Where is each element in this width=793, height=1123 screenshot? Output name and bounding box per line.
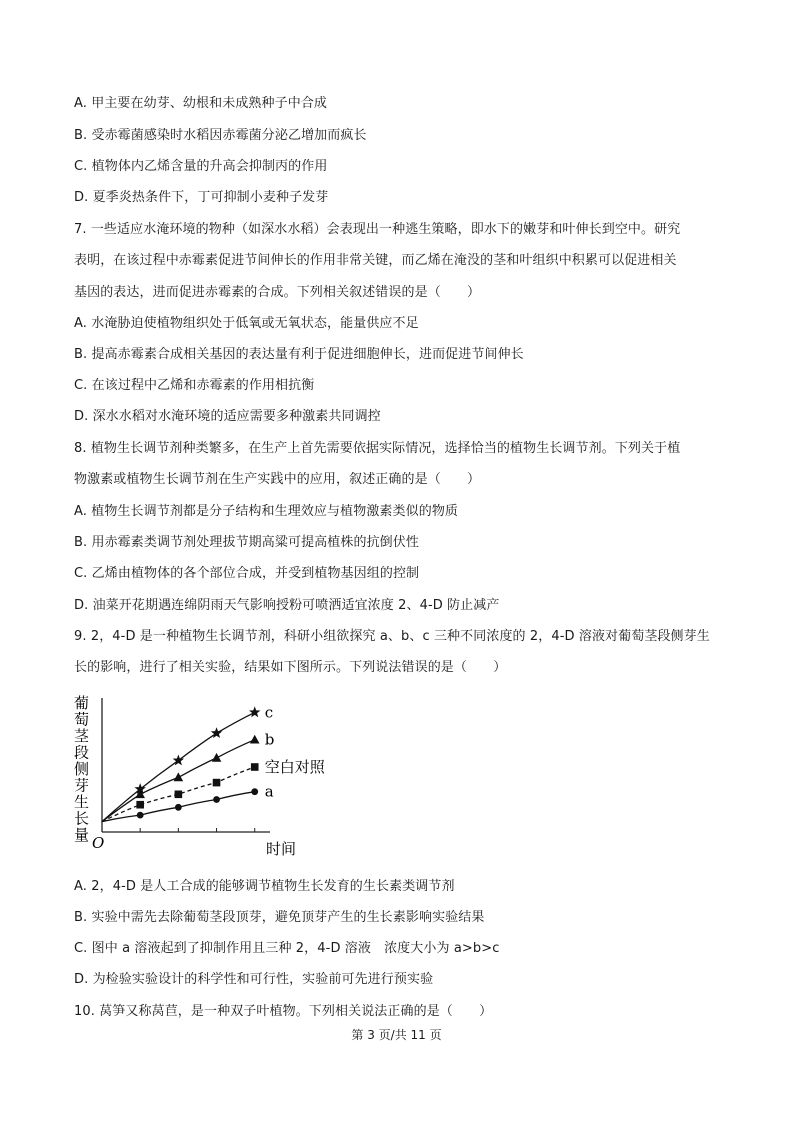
- q8-option-c: C. 乙烯由植物体的各个部位合成，并受到植物基因组的控制: [74, 566, 420, 581]
- q6-option-d: D. 夏季炎热条件下，丁可抑制小麦种子发芽: [74, 190, 329, 205]
- series-control: [102, 758, 326, 822]
- data-point-triangle: [174, 772, 184, 781]
- q8-stem-line-1: 8. 植物生长调节剂种类繁多，在生产上首先需要依据实际情况，选择恰当的植物生长调节剂。下列关于植: [74, 441, 681, 456]
- y-axis-label-char: 芽: [74, 776, 90, 795]
- data-point-square: [213, 779, 221, 787]
- y-axis-label-char: 段: [74, 743, 90, 762]
- y-axis-label-char: 量: [74, 826, 90, 844]
- q7-option-d: D. 深水水稻对水淹环境的适应需要多种激素共同调控: [74, 409, 381, 424]
- growth-chart: [70, 690, 330, 860]
- data-point-square: [136, 801, 144, 809]
- series-label: c: [264, 703, 274, 722]
- data-point-triangle: [250, 735, 260, 744]
- y-axis-label-char: 长: [74, 809, 90, 828]
- q9-stem-line-2: 长的影响，进行了相关实验，结果如下图所示。下列说法错误的是（ ）: [74, 660, 507, 675]
- q7-option-b: B. 提高赤霉素合成相关基因的表达量有利于促进细胞伸长，进而促进节间伸长: [74, 347, 524, 362]
- origin-label: O: [92, 834, 105, 852]
- growth-chart-svg: [70, 690, 330, 860]
- q8-option-a: A. 植物生长调节剂都是分子结构和生理效应与植物激素类似的物质: [74, 504, 459, 519]
- x-axis-label: 时间: [266, 840, 297, 858]
- q9-option-b: B. 实验中需先去除葡萄茎段顶芽，避免顶芽产生的生长素影响实验结果: [74, 910, 485, 925]
- series-label: 空白对照: [264, 758, 325, 776]
- series-label: a: [264, 782, 274, 801]
- page-footer: 第 3 页/共 11 页: [351, 1028, 442, 1042]
- q9-option-d: D. 为检验实验设计的科学性和可行性，实验前可先进行预实验: [74, 972, 434, 987]
- y-axis-label-char: 萄: [74, 710, 90, 729]
- q6-option-c: C. 植物体内乙烯含量的升高会抑制丙的作用: [74, 159, 328, 174]
- q6-option-a: A. 甲主要在幼芽、幼根和未成熟种子中合成: [74, 96, 328, 111]
- series-b: [102, 731, 274, 822]
- q10-stem-line-1: 10. 莴笋又称莴苣，是一种双子叶植物。下列相关说法正确的是（ ）: [74, 1004, 493, 1019]
- q9-stem-line-1: 9. 2，4-D 是一种植物生长调节剂，科研小组欲探究 a、b、c 三种不同浓度的 2，4-D 溶液对葡萄茎段侧芽生: [74, 629, 710, 644]
- y-axis-label: [74, 694, 91, 844]
- q7-option-a: A. 水淹胁迫使植物组织处于低氧或无氧状态，能量供应不足: [74, 316, 419, 331]
- data-point-circle: [175, 804, 182, 811]
- q8-option-d: D. 油菜开花期遇连绵阴雨天气影响授粉可喷洒适宜浓度 2、4-D 防止减产: [74, 598, 500, 613]
- series-label: b: [264, 730, 275, 749]
- data-point-circle: [251, 788, 258, 795]
- q9-option-c: C. 图中 a 溶液起到了抑制作用且三种 2，4-D 溶液 浓度大小为 a>b>c: [74, 941, 500, 956]
- y-axis-label-char: 茎: [74, 727, 90, 745]
- q8-option-b: B. 用赤霉素类调节剂处理拔节期高粱可提高植株的抗倒伏性: [74, 535, 419, 550]
- q7-stem-line-1: 7. 一些适应水淹环境的物种（如深水水稻）会表现出一种逃生策略，即水下的嫩芽和叶伸长到空中。研究: [74, 222, 681, 237]
- q8-stem-line-2: 物激素或植物生长调节剂在生产实践中的应用，叙述正确的是（ ）: [74, 472, 481, 487]
- data-point-star: [249, 706, 260, 717]
- q6-option-b: B. 受赤霉菌感染时水稻因赤霉菌分泌乙增加而疯长: [74, 128, 367, 143]
- q7-stem-line-3: 基因的表达，进而促进赤霉素的合成。下列相关叙述错误的是（ ）: [74, 285, 481, 300]
- data-point-triangle: [212, 753, 222, 762]
- q7-option-c: C. 在该过程中乙烯和赤霉素的作用相抗衡: [74, 378, 315, 393]
- y-axis-label-char: 侧: [74, 760, 90, 778]
- data-point-circle: [213, 796, 220, 803]
- q7-stem-line-2: 表明，在该过程中赤霉素促进节间伸长的作用非常关键，而乙烯在淹没的茎和叶组织中积累可以促进相关: [74, 253, 677, 268]
- y-axis-label-char: 葡: [74, 694, 90, 712]
- chart-series: [102, 703, 326, 832]
- data-point-square: [251, 763, 259, 771]
- q9-option-a: A. 2，4-D 是人工合成的能够调节植物生长发育的生长素类调节剂: [74, 879, 455, 894]
- data-point-circle: [137, 812, 144, 819]
- y-axis-label-char: 生: [74, 793, 90, 811]
- data-point-square: [175, 791, 183, 799]
- series-c: [102, 703, 273, 821]
